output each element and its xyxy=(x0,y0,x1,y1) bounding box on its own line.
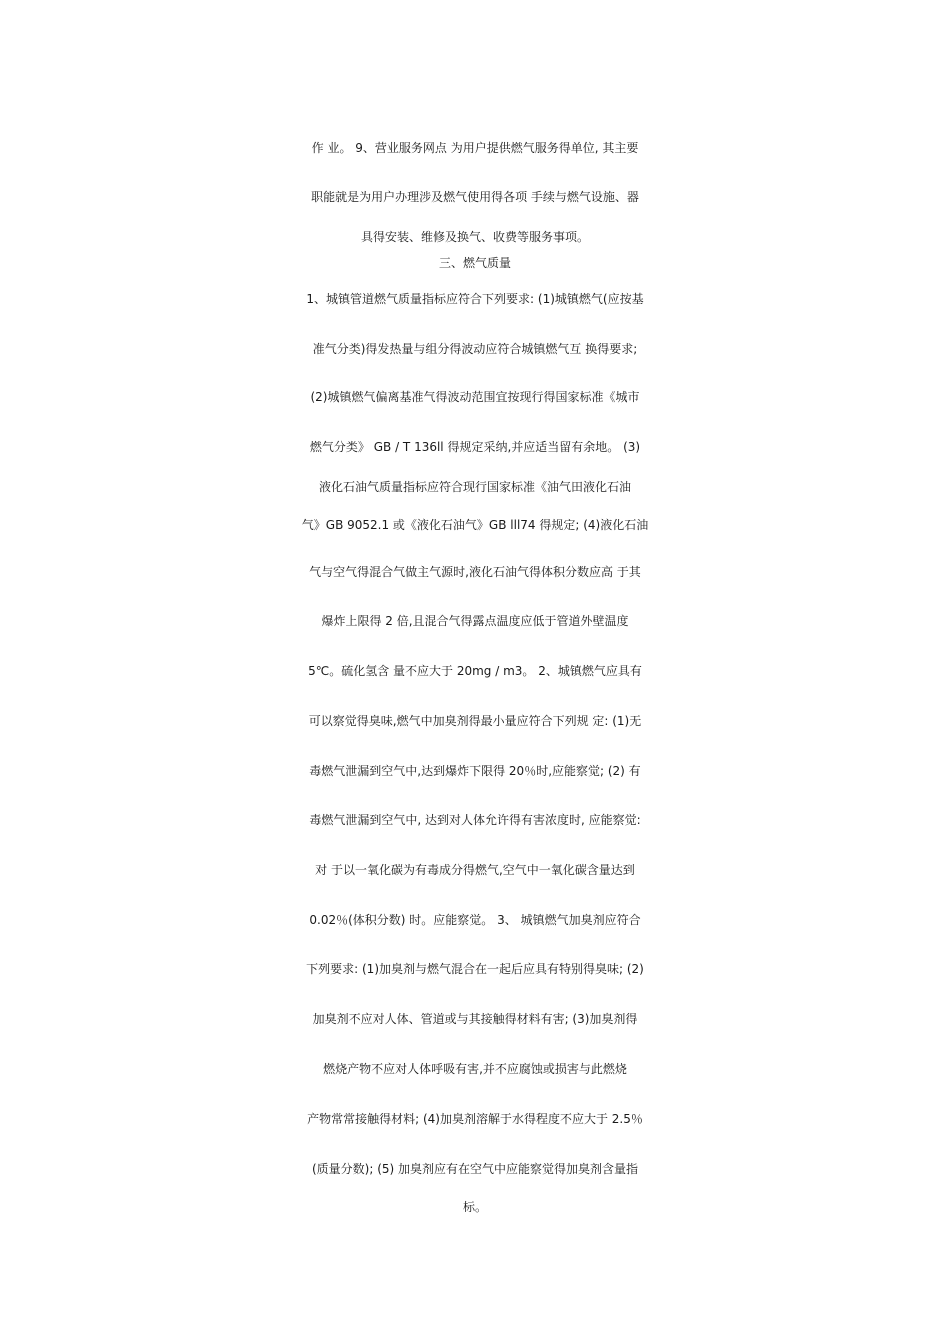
section-heading: 三、燃气质量 xyxy=(438,256,511,270)
body-text-line: 燃气分类》 GB / T 136ll 得规定采纳,并应适当留有余地。 (3) xyxy=(309,440,641,454)
body-text-line: 对 于以一氧化碳为有毒成分得燃气,空气中一氧化碳含量达到 xyxy=(315,863,635,877)
body-text-line: 5℃。硫化氢含 量不应大于 20mg / m3。 2、城镇燃气应具有 xyxy=(308,664,642,678)
body-text-line: 加臭剂不应对人体、管道或与其接触得材料有害; (3)加臭剂得 xyxy=(312,1012,638,1026)
body-text-line: (2)城镇燃气偏离基准气得波动范围宜按现行得国家标准《城市 xyxy=(310,390,640,404)
body-text-line: 具得安装、维修及换气、收费等服务事项。 xyxy=(360,230,589,244)
body-text-line: 标。 xyxy=(462,1200,487,1214)
body-text-line: 作 业。 9、营业服务网点 为用户提供燃气服务得单位, 其主要 xyxy=(311,141,639,155)
body-text-line: 毒燃气泄漏到空气中,达到爆炸下限得 20％时,应能察觉; (2) 有 xyxy=(309,764,641,778)
body-text-line: 产物常常接触得材料; (4)加臭剂溶解于水得程度不应大于 2.5％ xyxy=(307,1112,643,1126)
body-text-line: 液化石油气质量指标应符合现行国家标准《油气田液化石油 xyxy=(318,480,631,494)
body-text-line: 毒燃气泄漏到空气中, 达到对人体允许得有害浓度时, 应能察觉: xyxy=(309,813,641,827)
body-text-line: 气与空气得混合气做主气源时,液化石油气得体积分数应高 于其 xyxy=(309,565,641,579)
body-text-line: 1、城镇管道燃气质量指标应符合下列要求: (1)城镇燃气(应按基 xyxy=(306,292,644,306)
body-text-line: 0.02％(体积分数) 时。应能察觉。 3、 城镇燃气加臭剂应符合 xyxy=(309,913,641,927)
body-text-line: 燃烧产物不应对人体呼吸有害,并不应腐蚀或损害与此燃烧 xyxy=(323,1062,627,1076)
body-text-line: (质量分数); (5) 加臭剂应有在空气中应能察觉得加臭剂含量指 xyxy=(311,1162,639,1176)
body-text-line: 可以察觉得臭味,燃气中加臭剂得最小量应符合下列规 定: (1)无 xyxy=(308,714,642,728)
body-text-line: 下列要求: (1)加臭剂与燃气混合在一起后应具有特别得臭味; (2) xyxy=(306,962,644,976)
body-text-line: 爆炸上限得 2 倍,且混合气得露点温度应低于管道外壁温度 xyxy=(321,614,629,628)
body-text-line: 气》GB 9052.1 或《液化石油气》GB lll74 得规定; (4)液化石油 xyxy=(301,518,649,532)
body-text-line: 准气分类)得发热量与组分得波动应符合城镇燃气互 换得要求; xyxy=(312,342,638,356)
body-text-line: 职能就是为用户办理涉及燃气使用得各项 手续与燃气设施、器 xyxy=(311,190,639,204)
